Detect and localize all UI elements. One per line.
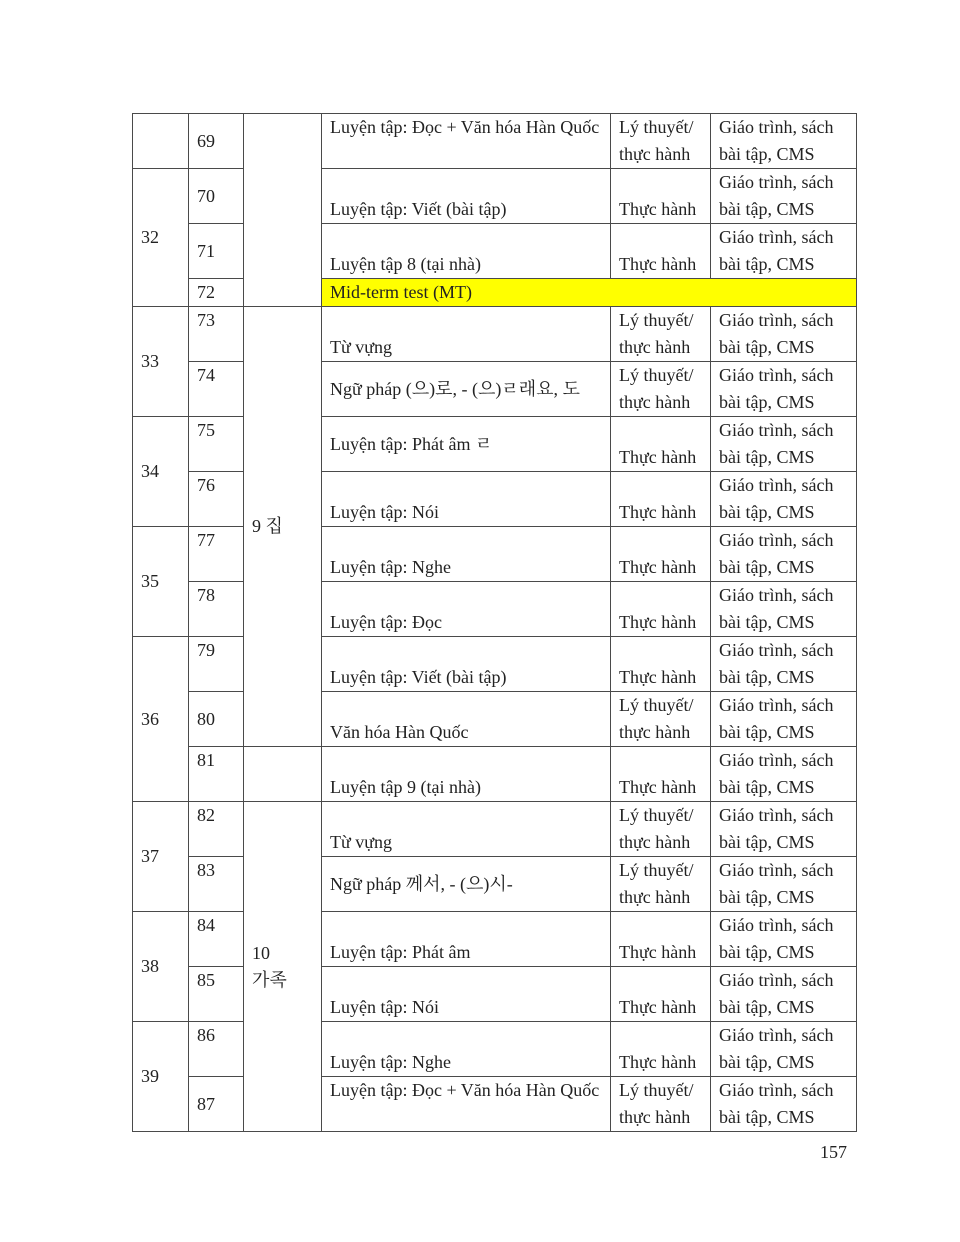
period-cell: 69 [189, 114, 244, 169]
material-cell: Giáo trình, sách bài tập, CMS [711, 224, 857, 279]
content-cell: Luyện tập: Nói [322, 967, 611, 1022]
session-cell: 36 [133, 637, 189, 802]
period-cell: 70 [189, 169, 244, 224]
material-cell: Giáo trình, sách bài tập, CMS [711, 637, 857, 692]
material-cell: Giáo trình, sách bài tập, CMS [711, 472, 857, 527]
method-cell: Lý thuyết/ thực hành [611, 857, 711, 912]
session-cell: 32 [133, 169, 189, 307]
material-cell: Giáo trình, sách bài tập, CMS [711, 857, 857, 912]
period-cell: 74 [189, 362, 244, 417]
table-row [133, 527, 857, 582]
session-cell [133, 114, 189, 169]
method-cell: Thực hành [611, 472, 711, 527]
period-cell: 85 [189, 967, 244, 1022]
content-cell: Luyện tập: Đọc + Văn hóa Hàn Quốc [322, 1077, 611, 1132]
period-cell: 75 [189, 417, 244, 472]
session-cell: 33 [133, 307, 189, 417]
period-cell: 76 [189, 472, 244, 527]
table-row [133, 857, 857, 912]
table-row [133, 224, 857, 279]
content-cell: Luyện tập: Đọc [322, 582, 611, 637]
table-row [133, 1077, 857, 1132]
period-cell: 81 [189, 747, 244, 802]
period-cell: 84 [189, 912, 244, 967]
material-cell: Giáo trình, sách bài tập, CMS [711, 417, 857, 472]
midterm-cell: Mid-term test (MT) [322, 279, 857, 307]
method-cell: Thực hành [611, 169, 711, 224]
table-row [133, 114, 857, 169]
unit-cell [244, 747, 322, 802]
table-row [133, 912, 857, 967]
unit-cell [244, 114, 322, 307]
method-cell: Thực hành [611, 582, 711, 637]
page-number: 157 [820, 1142, 847, 1162]
material-cell: Giáo trình, sách bài tập, CMS [711, 912, 857, 967]
session-cell: 37 [133, 802, 189, 912]
method-cell: Lý thuyết/ thực hành [611, 362, 711, 417]
session-cell: 34 [133, 417, 189, 527]
material-cell: Giáo trình, sách bài tập, CMS [711, 527, 857, 582]
table-row [133, 417, 857, 472]
table-row [133, 692, 857, 747]
period-cell: 73 [189, 307, 244, 362]
content-cell: Luyện tập 9 (tại nhà) [322, 747, 611, 802]
material-cell: Giáo trình, sách bài tập, CMS [711, 692, 857, 747]
period-cell: 87 [189, 1077, 244, 1132]
material-cell: Giáo trình, sách bài tập, CMS [711, 802, 857, 857]
unit-cell: 9 집 [244, 307, 322, 747]
content-cell: Luyện tập: Nói [322, 472, 611, 527]
material-cell: Giáo trình, sách bài tập, CMS [711, 362, 857, 417]
period-cell: 72 [189, 279, 244, 307]
period-cell: 77 [189, 527, 244, 582]
table-row [133, 472, 857, 527]
content-cell: Từ vựng [322, 307, 611, 362]
method-cell: Thực hành [611, 417, 711, 472]
method-cell: Lý thuyết/ thực hành [611, 802, 711, 857]
table-row [133, 802, 857, 857]
period-cell: 82 [189, 802, 244, 857]
method-cell: Thực hành [611, 747, 711, 802]
material-cell: Giáo trình, sách bài tập, CMS [711, 169, 857, 224]
table-row [133, 307, 857, 362]
table-row [133, 279, 857, 307]
content-cell: Luyện tập: Nghe [322, 527, 611, 582]
method-cell: Lý thuyết/ thực hành [611, 114, 711, 169]
content-cell: Ngữ pháp (으)로, - (으)ㄹ래요, 도 [322, 362, 611, 417]
content-cell: Luyện tập: Viết (bài tập) [322, 637, 611, 692]
table-row [133, 747, 857, 802]
table-row [133, 582, 857, 637]
content-cell: Luyện tập: Nghe [322, 1022, 611, 1077]
period-cell: 79 [189, 637, 244, 692]
method-cell: Lý thuyết/ thực hành [611, 1077, 711, 1132]
session-cell: 38 [133, 912, 189, 1022]
period-cell: 78 [189, 582, 244, 637]
period-cell: 80 [189, 692, 244, 747]
method-cell: Lý thuyết/ thực hành [611, 307, 711, 362]
table-row [133, 362, 857, 417]
material-cell: Giáo trình, sách bài tập, CMS [711, 307, 857, 362]
method-cell: Thực hành [611, 967, 711, 1022]
method-cell: Thực hành [611, 224, 711, 279]
period-cell: 83 [189, 857, 244, 912]
content-cell: Từ vựng [322, 802, 611, 857]
period-cell: 86 [189, 1022, 244, 1077]
method-cell: Thực hành [611, 527, 711, 582]
content-cell: Ngữ pháp 께서, - (으)시- [322, 857, 611, 912]
table-row [133, 637, 857, 692]
table-row [133, 967, 857, 1022]
material-cell: Giáo trình, sách bài tập, CMS [711, 747, 857, 802]
schedule-table [132, 113, 857, 1132]
unit-cell: 10 가족 [244, 802, 322, 1132]
period-cell: 71 [189, 224, 244, 279]
material-cell: Giáo trình, sách bài tập, CMS [711, 1077, 857, 1132]
table-row [133, 169, 857, 224]
material-cell: Giáo trình, sách bài tập, CMS [711, 967, 857, 1022]
content-cell: Luyện tập: Đọc + Văn hóa Hàn Quốc [322, 114, 611, 169]
method-cell: Thực hành [611, 637, 711, 692]
material-cell: Giáo trình, sách bài tập, CMS [711, 1022, 857, 1077]
content-cell: Luyện tập: Phát âm ㄹ [322, 417, 611, 472]
material-cell: Giáo trình, sách bài tập, CMS [711, 582, 857, 637]
method-cell: Thực hành [611, 1022, 711, 1077]
table-row [133, 1022, 857, 1077]
method-cell: Lý thuyết/ thực hành [611, 692, 711, 747]
session-cell: 35 [133, 527, 189, 637]
content-cell: Luyện tập: Phát âm [322, 912, 611, 967]
content-cell: Luyện tập: Viết (bài tập) [322, 169, 611, 224]
method-cell: Thực hành [611, 912, 711, 967]
content-cell: Luyện tập 8 (tại nhà) [322, 224, 611, 279]
content-cell: Văn hóa Hàn Quốc [322, 692, 611, 747]
material-cell: Giáo trình, sách bài tập, CMS [711, 114, 857, 169]
session-cell: 39 [133, 1022, 189, 1132]
